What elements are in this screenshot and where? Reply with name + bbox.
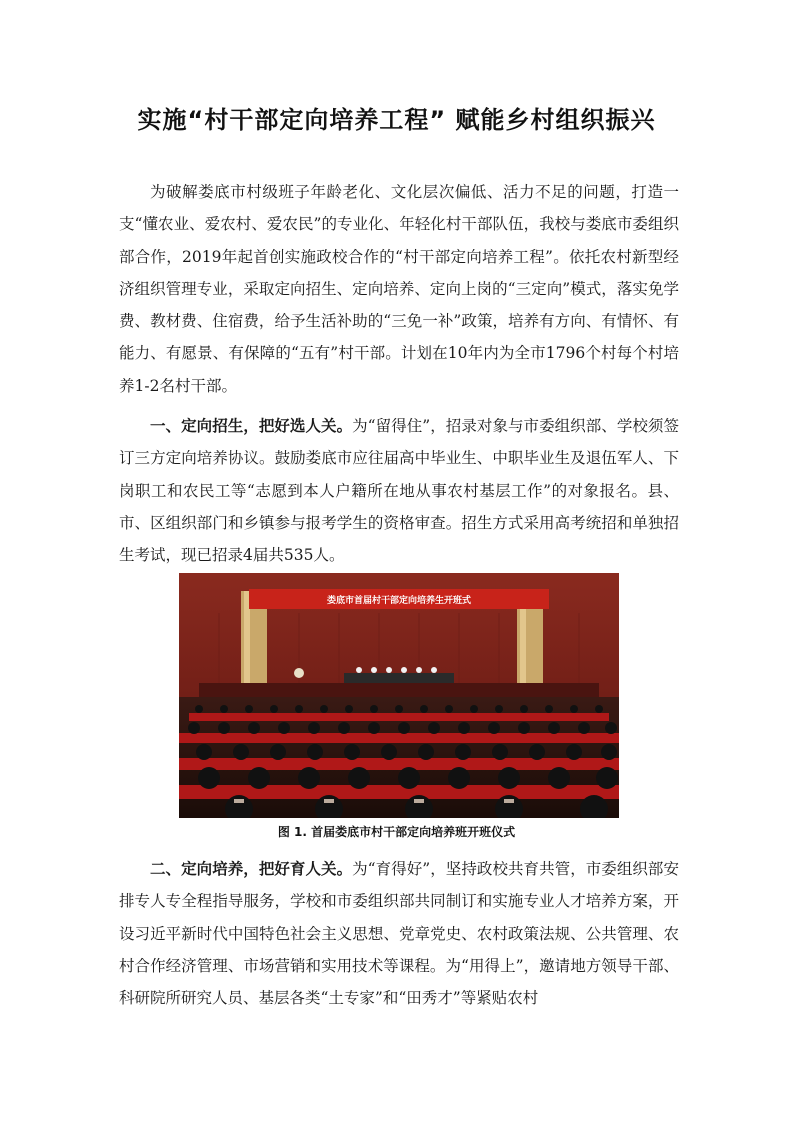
section-2-paragraph bbox=[119, 853, 679, 1014]
banner-text: 娄底市首届村干部定向培养生开班式 bbox=[326, 596, 472, 606]
section-1-body: 为“留得住”，招录对象与市委组织部、学校须签订三方定向培养协议。鼓励娄底市应往届高中毕业生、中职毕业生及退伍军人、下岗职工和农民工等“志愿到本人户籍所在地从事农村基层工作”的对象报名。县、市、区组织部门和乡镇参与报考学生的资格审查。招生方式采用高考统招和单独招生考试，现已招录4届共535人。 bbox=[119, 417, 679, 565]
intro-paragraph: 为破解娄底市村级班子年龄老化、文化层次偏低、活力不足的问题，打造一支“懂农业、爱农村、爱农民”的专业化、年轻化村干部队伍，我校与娄底市委组织部合作，2019年起首创实施政校合作的“村干部定向培养工程”。依托农村新型经济组织管理专业，采取定向招生、定向培养、定向上岗的“三定向”模式，落实免学费、教材费、住宿费，给予生活补助的“三免一补”政策，培养有方向、有情怀、有能力、有愿景、有保障的“五有”村干部。计划在10年内为全市1796个村每个村培养1-2名村干部。 bbox=[119, 183, 679, 395]
section-2-body: 为“育得好”，坚持政校共育共管，市委组织部安排专人专全程指导服务，学校和市委组织部共同制订和实施专业人才培养方案，开设习近平新时代中国特色社会主义思想、党章党史、农村政策法规、公共管理、农村合作经济管理、市场营销和实用技术等课程。为“用得上”，邀请地方领导干部、科研院所研究人员、基层各类“土专家”和“田秀才”等紧贴农村 bbox=[119, 860, 679, 1008]
page-title: 实施“村干部定向培养工程” 赋能乡村组织振兴 bbox=[137, 106, 656, 134]
section-1-paragraph bbox=[119, 410, 679, 571]
ceremony-photo bbox=[179, 573, 619, 818]
section-1-heading: 一、定向招生，把好选人关。 bbox=[150, 417, 353, 435]
figure-caption: 图 1. 首届娄底市村干部定向培养班开班仪式 bbox=[277, 825, 516, 839]
section-2-heading: 二、定向培养，把好育人关。 bbox=[150, 860, 353, 878]
